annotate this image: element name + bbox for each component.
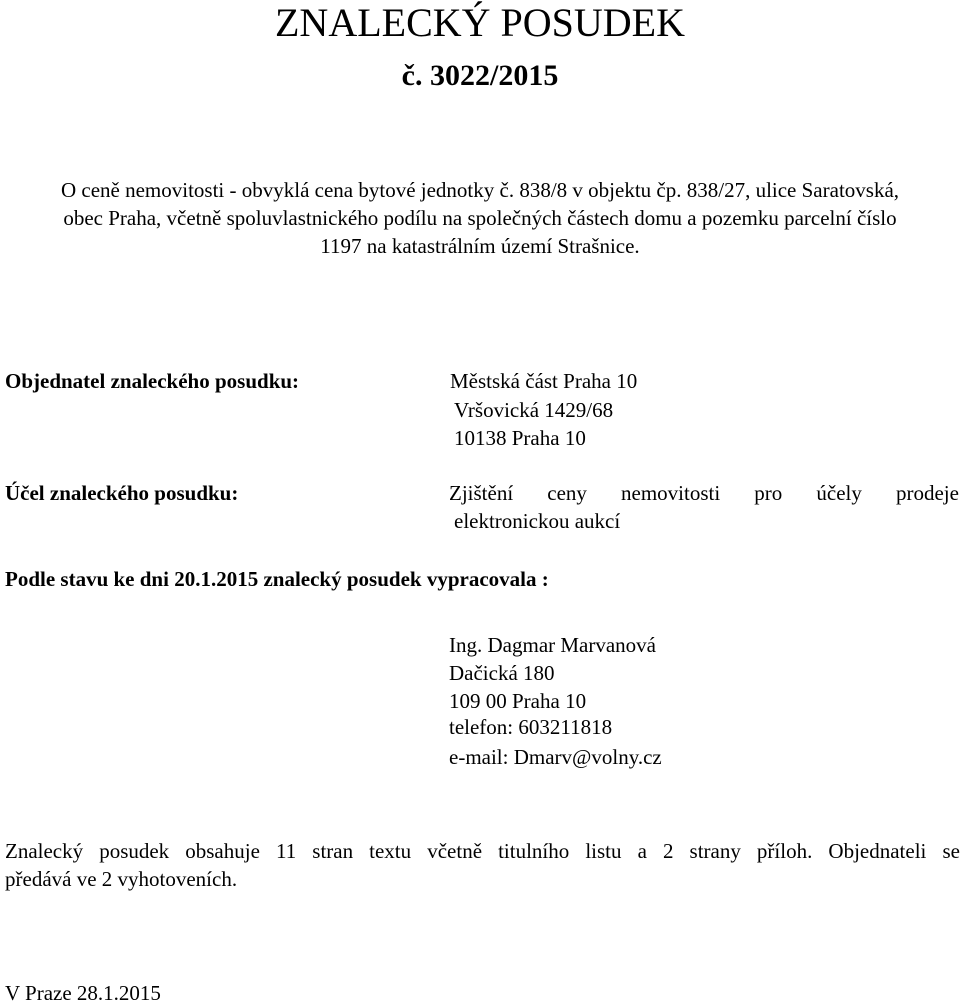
expert-email: e-mail: Dmarv@volny.cz	[449, 745, 662, 769]
document-title: ZNALECKÝ POSUDEK	[275, 0, 685, 45]
purpose-label: Účel znaleckého posudku:	[5, 481, 239, 505]
note-line-2: předává ve 2 vyhotoveních.	[5, 867, 238, 891]
description-line-1: O ceně nemovitosti - obvyklá cena bytové jednotky č. 838/8 v objektu čp. 838/27, ulice Saratovská,	[60, 178, 900, 202]
note-word: Objednateli	[828, 839, 927, 863]
purpose-line-2: elektronickou aukcí	[454, 509, 621, 533]
purpose-word: pro	[754, 481, 783, 505]
note-word: se	[942, 839, 960, 863]
note-word: Znalecký	[5, 839, 84, 863]
expert-street: Dačická 180	[449, 661, 555, 685]
purpose-word: prodeje	[895, 481, 959, 505]
client-city: 10138 Praha 10	[454, 426, 586, 450]
description-line-2: obec Praha, včetně spoluvlastnického podílu na společných částech domu a pozemku parcelní číslo	[63, 206, 897, 230]
purpose-line-1	[449, 480, 959, 506]
note-word: obsahuje	[185, 839, 260, 863]
description-line-3: 1197 na katastrálním území Strašnice.	[320, 234, 640, 258]
note-word: titulního	[498, 839, 570, 863]
purpose-word: nemovitosti	[621, 481, 721, 505]
purpose-word: ceny	[547, 481, 587, 505]
note-word: příloh.	[756, 839, 813, 863]
document-number: č. 3022/2015	[401, 59, 559, 92]
note-line-1	[5, 838, 960, 864]
note-word: včetně	[427, 839, 483, 863]
prepared-statement: Podle stavu ke dni 20.1.2015 znalecký posudek vypracovala :	[5, 567, 549, 591]
note-word: posudek	[99, 839, 170, 863]
purpose-word: Zjištění	[449, 481, 514, 505]
purpose-word: účely	[816, 481, 862, 505]
client-label: Objednatel znaleckého posudku:	[5, 369, 300, 393]
expert-city: 109 00 Praha 10	[449, 689, 587, 713]
note-word: 11	[275, 839, 297, 863]
note-word: listu	[585, 839, 622, 863]
place-and-date: V Praze 28.1.2015	[5, 981, 161, 1005]
note-word: textu	[369, 839, 412, 863]
note-word: a	[637, 839, 647, 863]
expert-name: Ing. Dagmar Marvanová	[449, 633, 657, 657]
note-word: 2	[662, 839, 674, 863]
note-word: stran	[312, 839, 354, 863]
client-street: Vršovická 1429/68	[454, 398, 614, 422]
client-name: Městská část Praha 10	[450, 369, 638, 393]
note-word: strany	[689, 839, 741, 863]
expert-phone: telefon: 603211818	[449, 715, 613, 739]
